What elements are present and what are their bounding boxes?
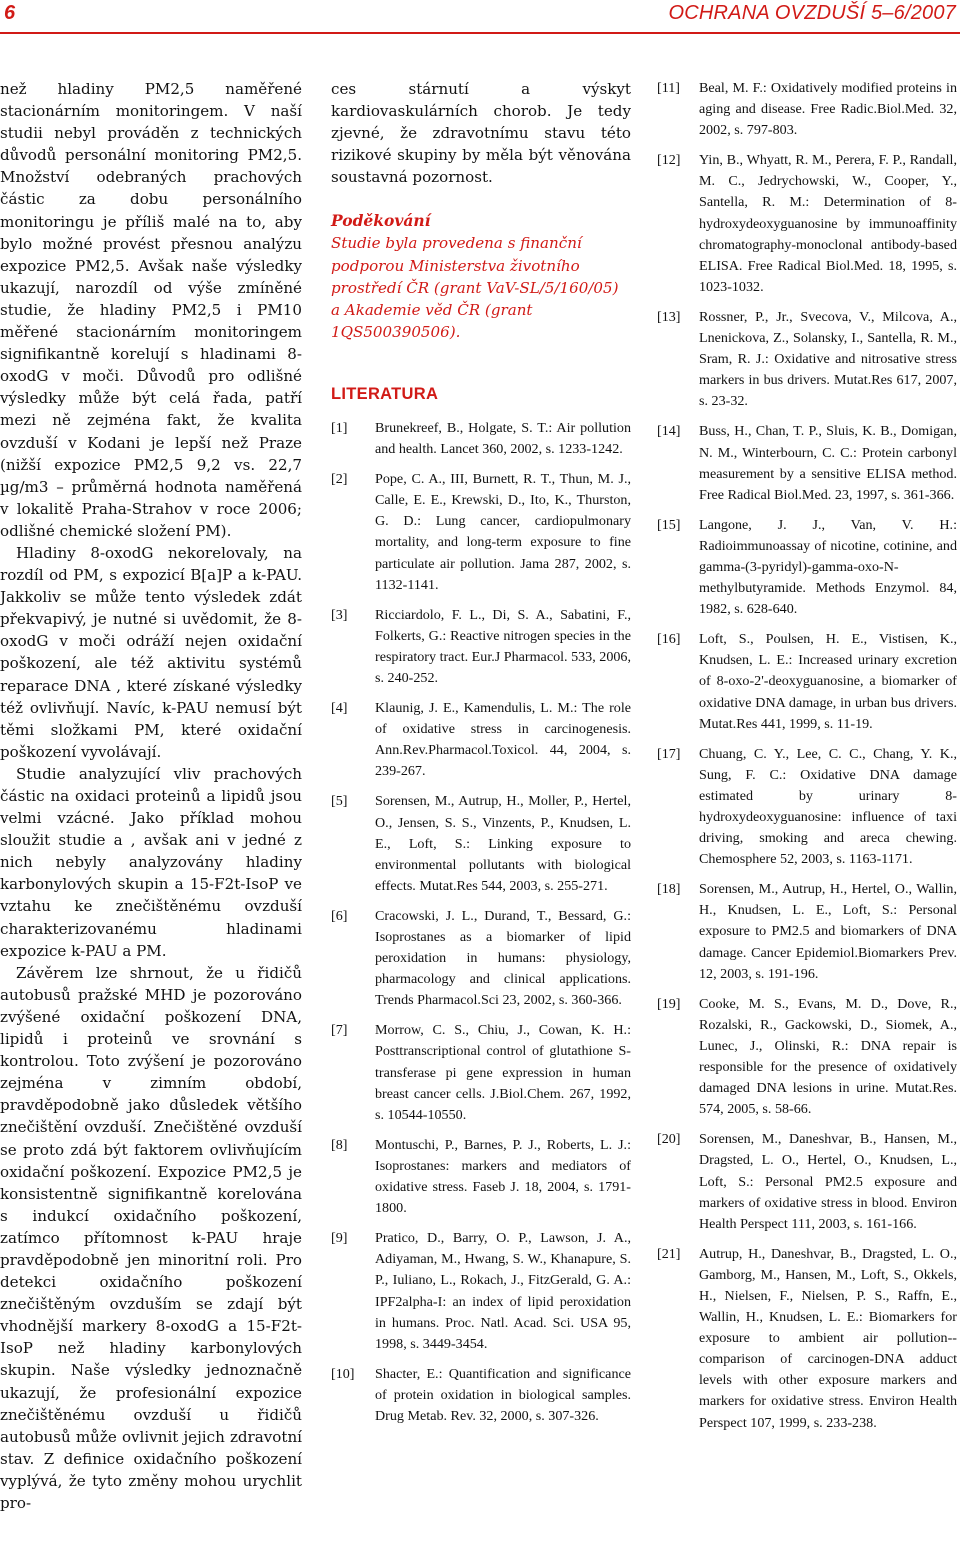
reference-text: Rossner, P., Jr., Svecova, V., Milcova, A., Lnenickova, Z., Solansky, I., Santella, R. M., Sram, R. J.: Oxidative and nitrosative stress markers in bus drivers. Mutat.Res 617, 2007, s. 23-32.	[699, 308, 957, 410]
reference-text: Sorensen, M., Autrup, H., Moller, P., Hertel, O., Jensen, S. S., Vinzents, P., Knudsen, L. E., Loft, S.: Linking exposure to environmental pollutants with biological effects. Mutat.Res 544, 2003, s. 255-271.	[375, 793, 631, 894]
reference-text: Chuang, C. Y., Lee, C. C., Chang, Y. K., Sung, F. C.: Oxidative DNA damage estimated by urinary 8-hydroxydeoxyguanosine: influence of taxi driving, smoking and areca chewing. Chemosphere 52, 2003, s. 1163-1171.	[699, 745, 957, 868]
paragraph: Studie analyzující vliv prachových částic na oxidaci proteinů a lipidů jsou velmi vzácné. Jako příklad mohou sloužit studie a , avšak ani v jedné z nich nebyly analyzovány hladiny karbonylových skupin a 15-F2t-IsoP ve vztahu ke znečištěnému ovzduší charakterizovanému hladinami expozice k-PAU a PM.	[0, 764, 302, 960]
reference-text: Cooke, M. S., Evans, M. D., Dove, R., Rozalski, R., Gackowski, D., Siomek, A., Lunec, J., Olinski, R.: DNA repair is responsible for the presence of oxidatively damaged DNA lesions in urine. Mutat.Res. 574, 2005, s. 58-66.	[699, 995, 957, 1118]
reference-item	[657, 421, 957, 505]
reference-text: Pratico, D., Barry, O. P., Lawson, J. A., Adiyaman, M., Hwang, S. W., Khanapure, S. P., Iuliano, L., Rokach, J., FitzGerald, G. A.: IPF2alpha-I: an index of lipid peroxidation in humans. Proc. Natl. Acad. Sci. USA 95, 1998, s. 3449-3454.	[375, 1230, 631, 1352]
page-header	[0, 0, 960, 30]
reference-number: [5]	[331, 793, 348, 810]
reference-text: Sorensen, M., Autrup, H., Hertel, O., Wallin, H., Knudsen, L. E., Loft, S.: Personal exposure to PM2.5 and biomarkers of DNA damage. Cancer Epidemiol.Biomarkers Prev. 12, 2003, s. 191-196.	[699, 881, 957, 982]
reference-text: Langone, J. J., Van, V. H.: Radioimmunoassay of nicotine, cotinine, and gamma-(3-pyridyl)-gamma-oxo-N-methylbutyramide. Methods Enzymol. 84, 1982, s. 628-640.	[699, 516, 957, 618]
reference-number: [16]	[657, 631, 681, 648]
reference-number: [7]	[331, 1022, 348, 1039]
reference-item	[657, 78, 957, 141]
reference-number: [14]	[657, 423, 681, 440]
reference-item	[331, 469, 631, 596]
reference-text: Ricciardolo, F. L., Di, S. A., Sabatini, F., Folkerts, G.: Reactive nitrogen species in the respiratory tract. Eur.J Pharmacol. 533, 2006, s. 240-252.	[375, 606, 631, 686]
reference-number: [6]	[331, 907, 348, 924]
reference-list	[657, 78, 957, 1434]
reference-item	[657, 515, 957, 620]
reference-number: [17]	[657, 745, 681, 762]
reference-item	[331, 1228, 631, 1355]
reference-item	[331, 418, 631, 460]
reference-list	[331, 418, 631, 1427]
column-3	[657, 78, 957, 1443]
reference-item	[657, 994, 957, 1121]
header-rule	[0, 32, 960, 34]
reference-item	[331, 698, 631, 782]
reference-item	[657, 744, 957, 871]
reference-item	[657, 1244, 957, 1434]
reference-number: [13]	[657, 308, 681, 325]
reference-number: [15]	[657, 516, 681, 533]
journal-title: OCHRANA OVZDUŠÍ 5–6/2007	[668, 2, 956, 24]
reference-text: Autrup, H., Daneshvar, B., Dragsted, L. O., Gamborg, M., Hansen, M., Loft, S., Okkels, H., Nielsen, F., Nielsen, P. S., Raffn, E., Wallin, H., Knudsen, L. E.: Biomarkers for exposure to ambient air pollution--comparison of carcinogen-DNA adduct levels with other exposure markers and markers for oxidative stress. Environ Health Perspect 107, 1999, s. 233-238.	[699, 1245, 957, 1431]
reference-item	[657, 150, 957, 298]
reference-number: [20]	[657, 1131, 681, 1148]
reference-item	[331, 1364, 631, 1427]
reference-number: [12]	[657, 152, 681, 169]
reference-number: [18]	[657, 881, 681, 898]
page-number: 6	[4, 2, 16, 24]
reference-item	[331, 1020, 631, 1125]
paragraph: Hladiny 8-oxodG nekorelovaly, na rozdíl od PM, s expozicí B[a]P a k-PAU. Jakkoliv se může tento výsledek zdát překvapivý, je nutné si uvědomit, že 8-oxodG v moči odráží nejen oxidační poškození, ale též aktivitu systémů reparace DNA , které získané výsledky též ovlivňují. Navíc, k-PAU nemusí být těmi složkami PM, které oxidační poškození vyvolávají.	[0, 543, 302, 761]
reference-item	[657, 307, 957, 412]
reference-number: [3]	[331, 606, 348, 623]
reference-text: Klaunig, J. E., Kamendulis, L. M.: The role of oxidative stress in carcinogenesis. Ann.Rev.Pharmacol.Toxicol. 44, 2004, s. 239-267.	[375, 700, 631, 780]
reference-number: [2]	[331, 471, 348, 488]
reference-text: Morrow, C. S., Chiu, J., Cowan, K. H.: Posttranscriptional control of glutathione S-transferase pi gene expression in human breast cancer cells. J.Biol.Chem. 267, 1992, s. 10544-10550.	[375, 1022, 631, 1123]
reference-text: Brunekreef, B., Holgate, S. T.: Air pollution and health. Lancet 360, 2002, s. 1233-1242.	[375, 419, 631, 458]
reference-text: Montuschi, P., Barnes, P. J., Roberts, L. J.: Isoprostanes: markers and mediators of oxidative stress. Faseb J. 18, 2004, s. 1791-1800.	[375, 1136, 631, 1217]
reference-number: [10]	[331, 1365, 355, 1382]
reference-text: Pope, C. A., III, Burnett, R. T., Thun, M. J., Calle, E. E., Krewski, D., Ito, K., Thurston, G. D.: Lung cancer, cardiopulmonary mortality, and long-term exposure to fine particulate air pollution. Jama 287, 2002, s. 1132-1141.	[375, 471, 631, 593]
reference-text: Beal, M. F.: Oxidatively modified proteins in aging and disease. Free Radic.Biol.Med. 32, 2002, s. 797-803.	[699, 80, 957, 139]
reference-item	[657, 879, 957, 984]
column-1	[0, 78, 302, 1514]
reference-item	[331, 605, 631, 689]
reference-text: Buss, H., Chan, T. P., Sluis, K. B., Domigan, N. M., Winterbourn, C. C.: Protein carbonyl measurement by a sensitive ELISA method. Free Radical Biol.Med. 23, 1997, s. 361-366.	[699, 423, 957, 503]
reference-text: Cracowski, J. L., Durand, T., Bessard, G.: Isoprostanes as a biomarker of lipid peroxidation in humans: physiology, pharmacology and clinical applications. Trends Pharmacol.Sci 23, 2002, s. 360-366.	[375, 907, 631, 1009]
paragraph: než hladiny PM2,5 naměřené stacionárním monitoringem. V naší studii nebyl prováděn z technických důvodů personální monitoring PM2,5. Množství odebraných prachových částic za dobu personálního monitoringu je příliš malé na to, aby bylo možné provést přesnou analýzu expozice PM2,5. Avšak naše výsledky ukazují, narozdíl od výše zmíněné studie, že hladiny PM2,5 i PM10 měřené stacionárním monitoringem signifikantně korelují s hladinami 8-oxodG v moči. Důvodů pro odlišné výsledky může být celá řada, patří mezi ně zejména fakt, že kvalita ovzduší v Kodani je lepší než Praze (nižší expozice PM2,5 9,2 vs. 22,7 µg/m3 – průměrná hodnota naměřená v lokalitě Praha-Strahov v roce 2006; odlišné chemické složení PM).	[0, 80, 302, 540]
reference-text: Shacter, E.: Quantification and significance of protein oxidation in biological samples. Drug Metab. Rev. 32, 2000, s. 307-326.	[375, 1365, 631, 1424]
reference-number: [21]	[657, 1245, 681, 1262]
reference-item	[331, 1135, 631, 1219]
conclusion-text: ces stárnutí a výskyt kardiovaskulárních chorob. Je tedy zjevné, že zdravotnímu stavu této rizikové skupiny by měla být věnována soustavná pozornost.	[331, 80, 631, 187]
reference-number: [11]	[657, 80, 680, 96]
acknowledgement-heading: Poděkování	[331, 211, 431, 231]
column-2	[331, 78, 631, 1436]
reference-number: [4]	[331, 700, 348, 717]
reference-item	[331, 906, 631, 1011]
reference-item	[657, 629, 957, 734]
reference-number: [1]	[331, 419, 348, 436]
reference-item	[657, 1129, 957, 1234]
paragraph: Závěrem lze shrnout, že u řidičů autobusů pražské MHD je pozorováno zvýšené oxidační poškození DNA, lipidů i proteinů ve srovnání s kontrolou. Toto zvýšení je pozorováno zejména v zimním období, pravděpodobně jako důsledek většího znečištění ovzduší. Znečištěné ovzduší se proto zdá být faktorem ovlivňujícím oxidační poškození. Expozice PM2,5 je konsistentně signifikantně korelována s indukcí oxidačního poškození, zatímco přítomnost k-PAU hraje pravděpodobně jen minoritní roli. Pro detekci oxidačního poškození znečištěným ovzduším se zdají být vhodnější markery 8-oxodG a 15-F2t-IsoP než hladiny karbonylových skupin. Naše výsledky jednoznačně ukazují, že profesionální expozice znečištěnému ovzduší u řidičů autobusů může ovlivnit jejich zdravotní stav. Z definice oxidačního poškození vyplývá, že tyto změny mohou urychlit pro-	[0, 963, 302, 1512]
acknowledgement-text: Studie byla provedena s finanční podporou Ministerstva životního prostředí ČR (grant VaV-SL/5/160/05) a Akademie věd ČR (grant 1QS500390506).	[331, 234, 619, 341]
reference-number: [19]	[657, 995, 681, 1012]
reference-text: Loft, S., Poulsen, H. E., Vistisen, K., Knudsen, L. E.: Increased urinary excretion of 8-oxo-2'-deoxyguanosine, a biomarker of oxidative DNA damage, in urban bus drivers. Mutat.Res 441, 1999, s. 11-19.	[699, 631, 957, 732]
reference-number: [9]	[331, 1230, 348, 1247]
reference-text: Yin, B., Whyatt, R. M., Perera, F. P., Randall, M. C., Jedrychowski, W., Cooper, Y., Santella, R. M.: Determination of 8-hydroxydeoxyguanosine by immunoaffinity chromatography-monoclonal antibody-based ELISA. Free Radical Biol.Med. 18, 1995, s. 1023-1032.	[699, 152, 957, 295]
reference-item	[331, 791, 631, 896]
reference-number: [8]	[331, 1136, 348, 1153]
literature-heading: LITERATURA	[331, 384, 439, 403]
reference-text: Sorensen, M., Daneshvar, B., Hansen, M., Dragsted, L. O., Hertel, O., Knudsen, L., Loft, S.: Personal PM2.5 exposure and markers of oxidative stress in blood. Environ Health Perspect 111, 2003, s. 161-166.	[699, 1131, 957, 1232]
